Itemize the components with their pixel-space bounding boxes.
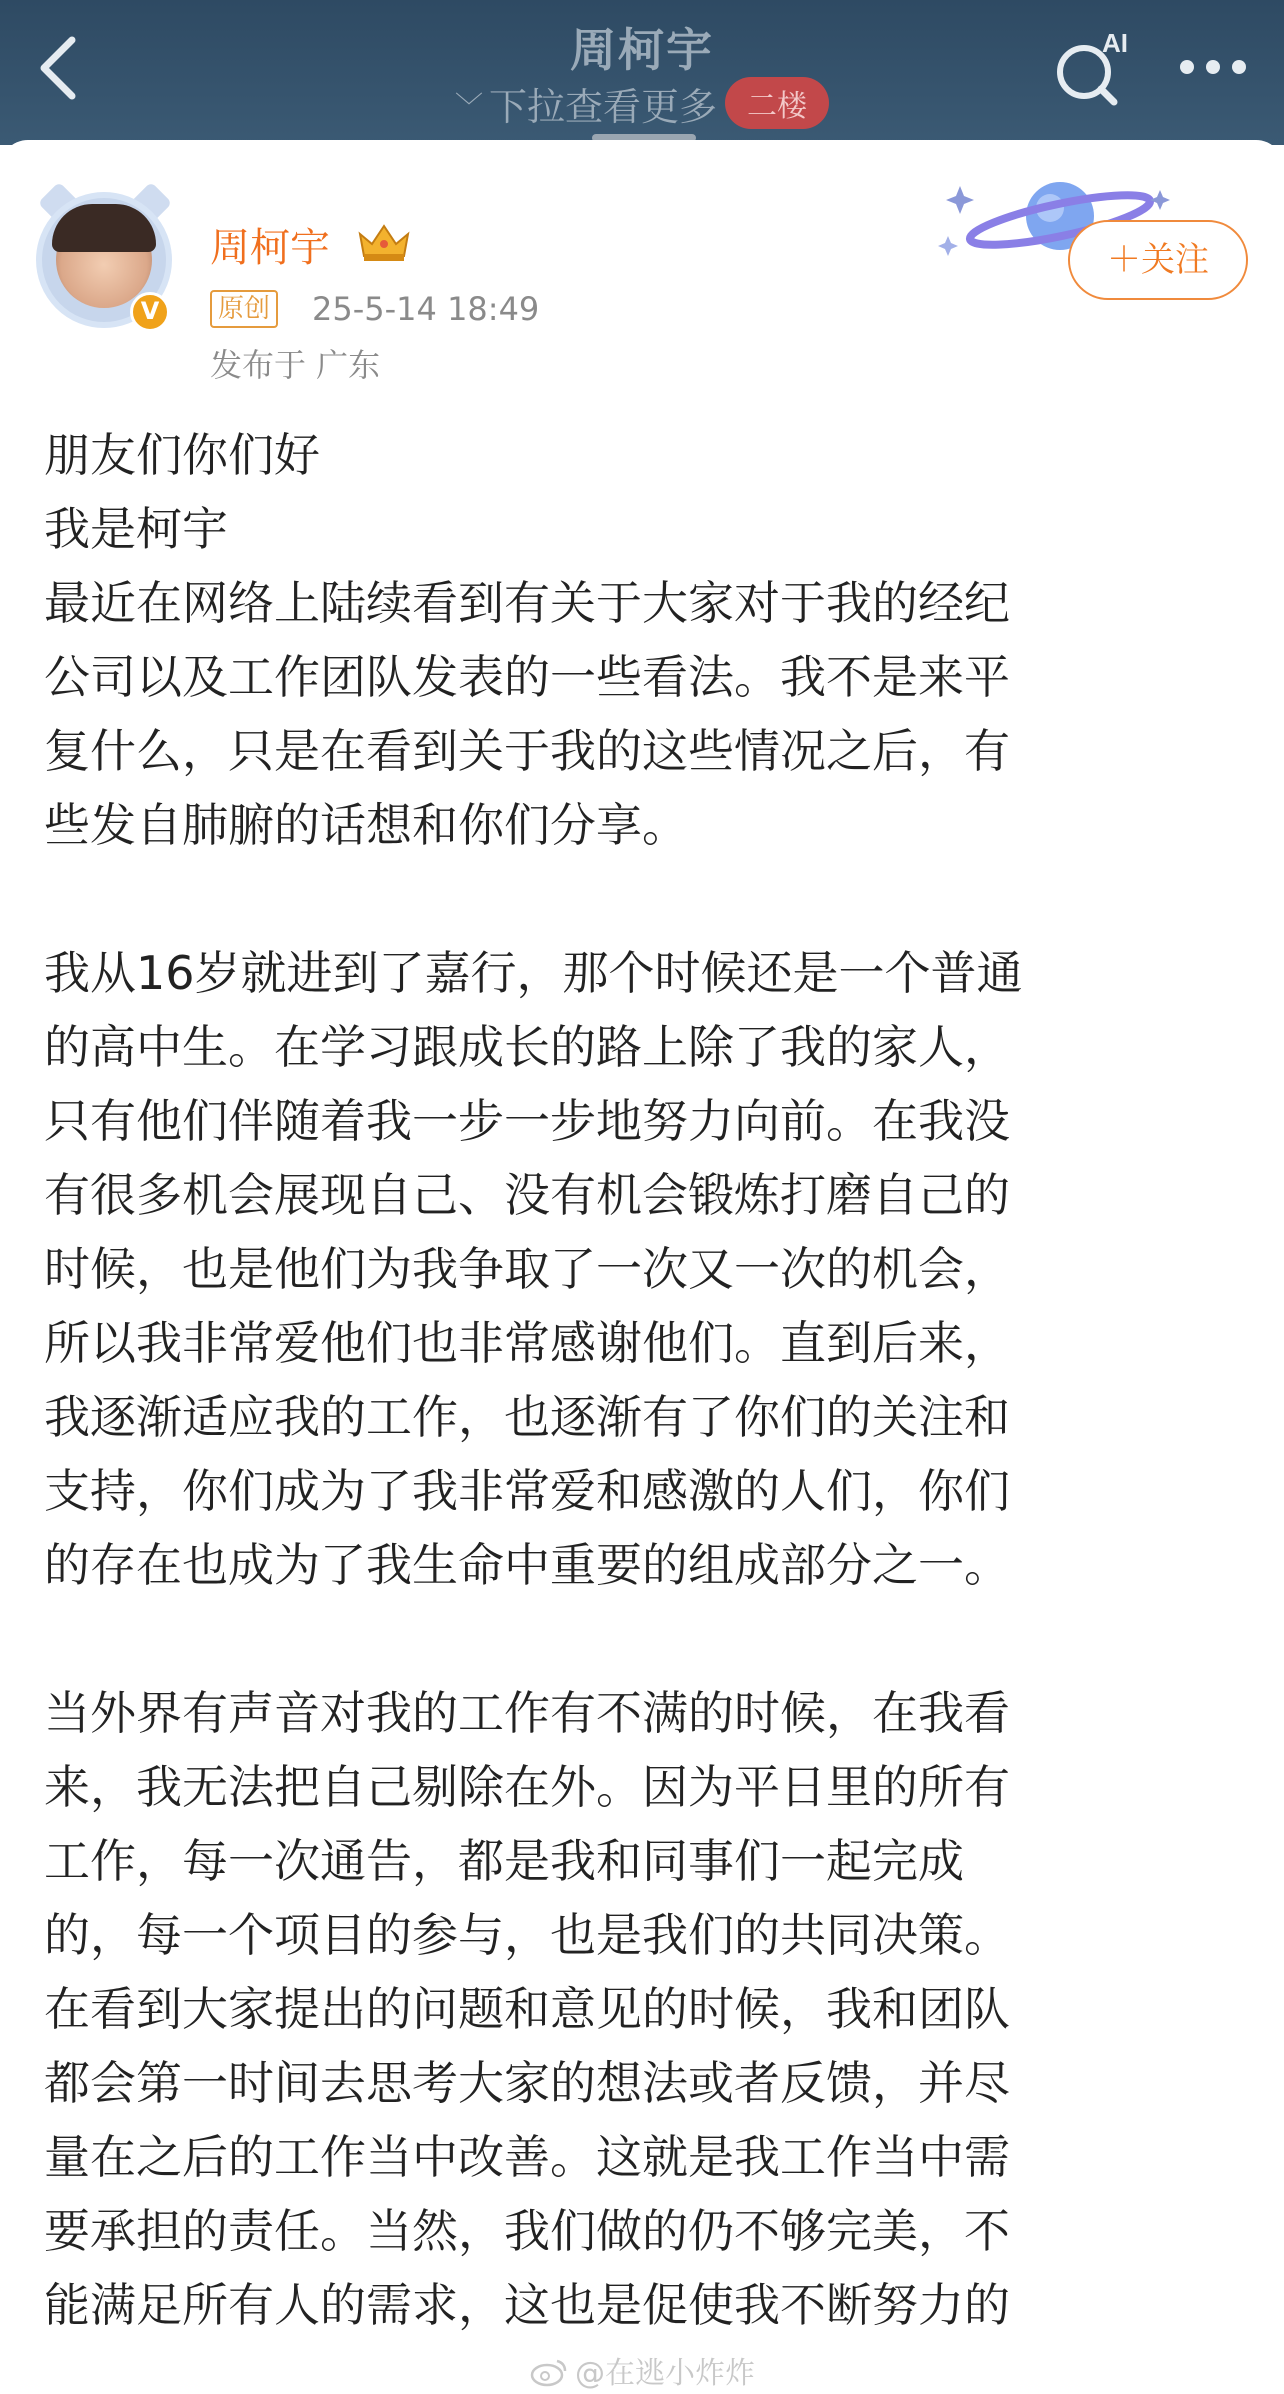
post-text-line: 的，每一个项目的参与，也是我们的共同决策。 (44, 1908, 1010, 1962)
post-text-line: 能满足所有人的需求，这也是促使我不断努力的 (44, 2278, 1010, 2332)
post-text-line: 要承担的责任。当然，我们做的仍不够完美，不 (44, 2204, 1010, 2258)
paragraph-gap (44, 862, 1244, 936)
author-name[interactable]: 周柯宇 (210, 225, 330, 271)
pull-down-label: 下拉查看更多 (489, 85, 718, 129)
post-text-line: 我从16岁就进到了嘉行，那个时候还是一个普通 (44, 946, 1023, 1000)
post-text-line: 公司以及工作团队发表的一些看法。我不是来平 (44, 650, 1010, 704)
top-nav-bar (0, 0, 1284, 145)
post-text-line: 工作，每一次通告，都是我和同事们一起完成 (44, 1834, 964, 1888)
post-text-line: 些发自肺腑的话想和你们分享。 (44, 798, 688, 852)
nav-title: 周柯宇 (570, 23, 714, 77)
crown-icon[interactable] (356, 220, 412, 264)
more-dots-icon (1180, 60, 1194, 74)
post-text-line: 只有他们伴随着我一步一步地努力向前。在我没 (44, 1094, 1010, 1148)
post-text-line: 我逐渐适应我的工作，也逐渐有了你们的关注和 (44, 1390, 1010, 1444)
follow-button[interactable]: ＋关注 (1068, 220, 1248, 300)
post-text-line: 有很多机会展现自己、没有机会锻炼打磨自己的 (44, 1168, 1010, 1222)
ai-search-button[interactable] (1050, 28, 1130, 108)
floor-badge[interactable]: 二楼 (725, 77, 829, 129)
more-options-button[interactable] (1178, 52, 1250, 82)
ai-search-icon (1050, 28, 1130, 108)
post-text-line: 在看到大家提出的问题和意见的时候，我和团队 (44, 1982, 1010, 2036)
post-text-line: 最近在网络上陆续看到有关于大家对于我的经纪 (44, 576, 1010, 630)
post-text-line: 都会第一时间去思考大家的想法或者反馈，并尽 (44, 2056, 1010, 2110)
post-text-line: 复什么，只是在看到关于我的这些情况之后，有 (44, 724, 1010, 778)
post-text-line: 量在之后的工作当中改善。这就是我工作当中需 (44, 2130, 1010, 2184)
post-text-line: 时候，也是他们为我争取了一次又一次的机会， (44, 1242, 1010, 1296)
verified-badge-icon: V (130, 292, 170, 332)
post-text-line: 来，我无法把自己剔除在外。因为平日里的所有 (44, 1760, 1010, 1814)
more-dots-icon (1232, 60, 1246, 74)
post-text-line: 当外界有声音对我的工作有不满的时候，在我看 (44, 1686, 1010, 1740)
watermark-label: @在逃小炸炸 (575, 2356, 755, 2391)
watermark (0, 2348, 1284, 2392)
post-time: 25-5-14 18:49 (312, 290, 540, 328)
ai-label: AI (1102, 28, 1128, 58)
post-text-line: 我是柯宇 (44, 502, 228, 556)
post-text-line: 所以我非常爱他们也非常感谢他们。直到后来， (44, 1316, 1010, 1370)
original-tag: 原创 (210, 290, 278, 328)
post-text-line: 的存在也成为了我生命中重要的组成部分之一。 (44, 1538, 1010, 1592)
post-text-line: 朋友们你们好 (44, 428, 320, 482)
post-text-line: 的高中生。在学习跟成长的路上除了我的家人， (44, 1020, 1010, 1074)
post-text-line: 支持，你们成为了我非常爱和感激的人们，你们 (44, 1464, 1010, 1518)
chevron-down-icon: ﹀ (454, 90, 483, 123)
paragraph-gap (44, 1602, 1244, 1676)
weibo-logo-icon (529, 2357, 569, 2387)
post-location: 发布于 广东 (210, 346, 381, 384)
post-body (44, 418, 1244, 2342)
avatar-hair (52, 204, 156, 252)
more-dots-icon (1206, 60, 1220, 74)
